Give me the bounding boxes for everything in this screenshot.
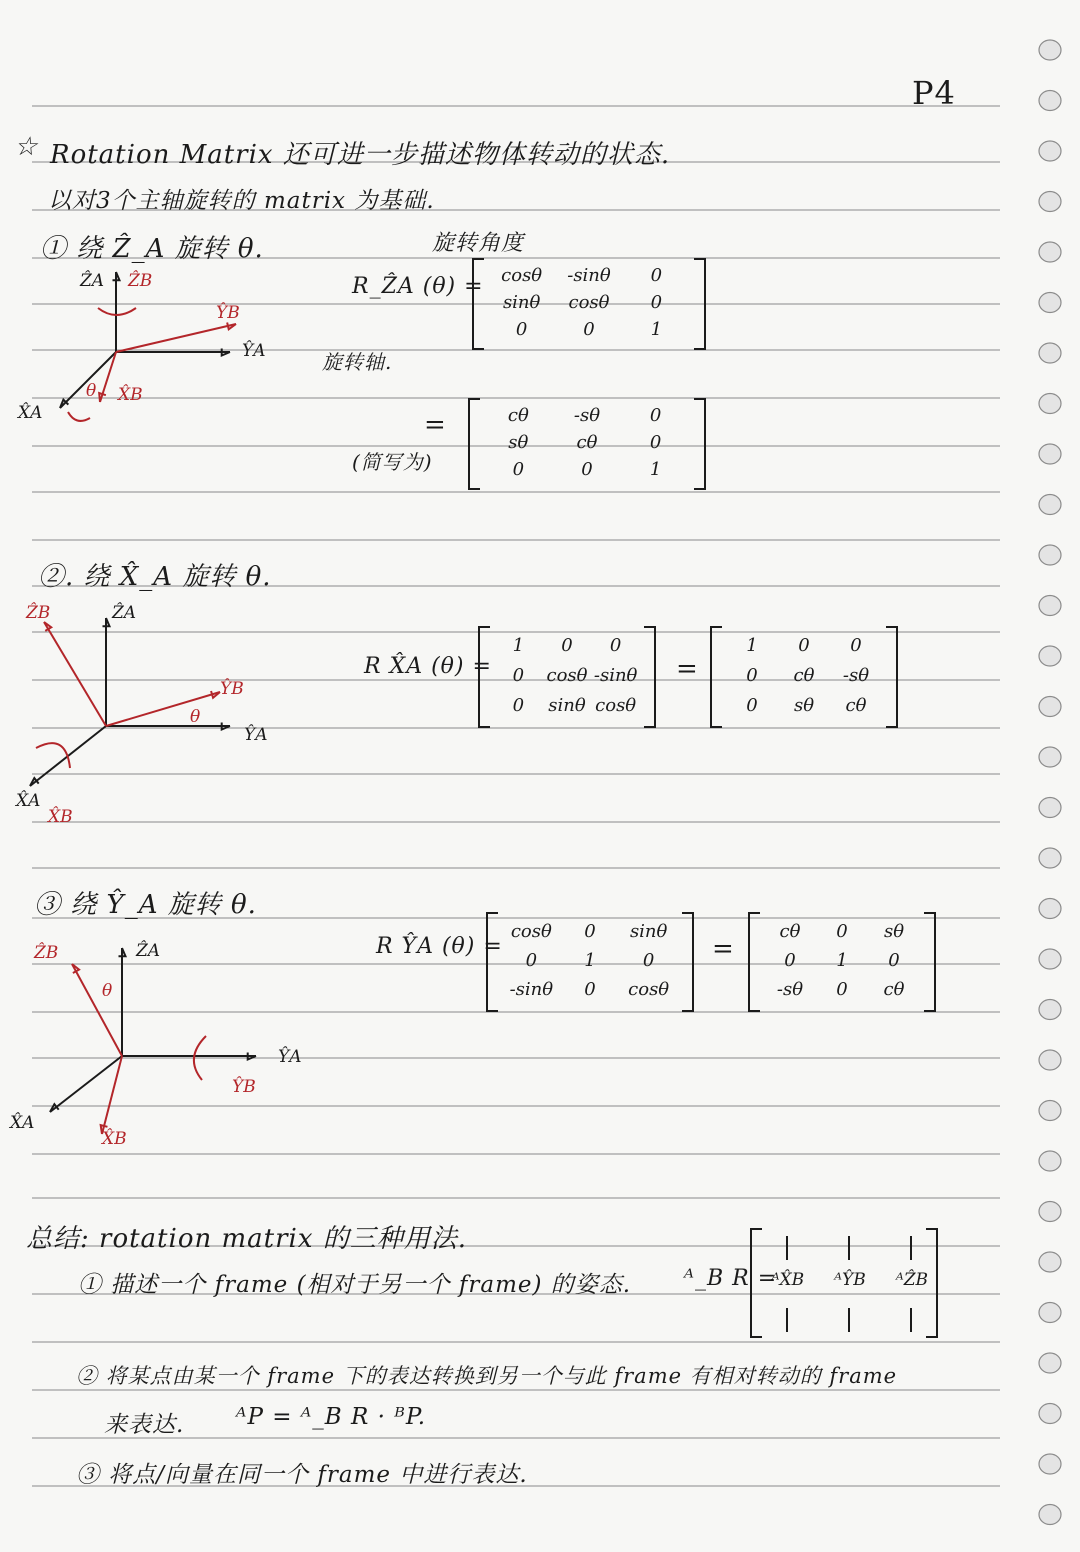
axis-zb xyxy=(72,964,122,1056)
matrix-cell: cθ xyxy=(779,920,801,942)
section3-matrix-full xyxy=(486,912,694,1012)
label-xb: X̂B xyxy=(118,385,143,405)
summary-item2-formula: ᴬP = ᴬ_B R · ᴮP. xyxy=(236,1404,427,1430)
section3-eq: = xyxy=(712,934,735,964)
spiral-hole-icon xyxy=(1039,1404,1061,1424)
section2-eq: = xyxy=(676,654,699,684)
column-vector-label: ᴬŶB xyxy=(834,1270,866,1290)
matrix-cell: 0 xyxy=(649,432,662,453)
spiral-hole-icon xyxy=(1039,192,1061,212)
spiral-hole-icon xyxy=(1039,646,1061,666)
spiral-hole-icon xyxy=(1039,1202,1061,1222)
matrix-cell: 0 xyxy=(836,979,848,1001)
spiral-hole-icon xyxy=(1039,1303,1061,1323)
matrix-cell: 0 xyxy=(642,950,655,971)
spiral-hole-icon xyxy=(1039,343,1061,363)
spiral-hole-icon xyxy=(1039,697,1061,717)
label-yb: ŶB xyxy=(232,1077,256,1097)
label-xb: X̂B xyxy=(48,807,73,827)
matrix-cell: 0 xyxy=(584,920,596,942)
matrix-cell: cθ xyxy=(507,405,529,427)
section2-matrix-full xyxy=(478,626,656,728)
matrix-bracket-right xyxy=(694,398,706,490)
label-yb: ŶB xyxy=(216,303,240,323)
matrix-cell: -sinθ xyxy=(509,979,554,1001)
spiral-hole-icon xyxy=(1039,1454,1061,1474)
matrix-cell: 0 xyxy=(609,635,622,656)
section3-matrix-short xyxy=(748,912,936,1012)
matrix-cell: sθ xyxy=(793,695,815,716)
spiral-hole-icon xyxy=(1039,798,1061,818)
label-theta: θ xyxy=(190,707,201,727)
section2-lhs: R X̂A (θ) = xyxy=(364,654,492,679)
matrix-cell: 0 xyxy=(525,950,538,971)
label-xa: X̂A xyxy=(18,403,43,423)
label-zb: ẐB xyxy=(34,943,59,963)
matrix-cell: cosθ xyxy=(510,920,552,942)
section1-lhs: R_ẐA (θ) = xyxy=(352,274,484,299)
matrix-cell: cθ xyxy=(576,432,598,453)
matrix-cell: 1 xyxy=(649,458,662,480)
spiral-hole-icon xyxy=(1039,444,1061,464)
matrix-cell: -sθ xyxy=(573,405,601,427)
axis-xb-head xyxy=(99,393,106,402)
matrix-cell: 1 xyxy=(512,635,525,656)
spiral-hole-icon xyxy=(1039,545,1061,565)
label-zb: ẐB xyxy=(26,603,51,623)
matrix-cell: 0 xyxy=(584,979,596,1001)
matrix-cell: cosθ xyxy=(595,695,637,716)
label-theta: θ xyxy=(102,981,113,1001)
summary-item3: ③ 将点/向量在同一个 frame 中进行表达. xyxy=(76,1462,528,1488)
label-ya: ŶA xyxy=(278,1047,302,1067)
matrix-cell: cθ xyxy=(845,695,867,716)
spiral-hole-icon xyxy=(1039,394,1061,414)
spiral-hole-icon xyxy=(1039,1101,1061,1121)
label-za: ẐA xyxy=(112,603,137,623)
spiral-hole-icon xyxy=(1039,40,1061,60)
matrix-cell: 0 xyxy=(784,950,796,971)
section1-eq: = xyxy=(424,410,447,440)
spiral-hole-icon xyxy=(1039,1151,1061,1171)
rotation-arrow-icon xyxy=(36,743,70,768)
spiral-hole-icon xyxy=(1039,1353,1061,1373)
section3-axes-diagram xyxy=(6,926,316,1156)
matrix-cell: sθ xyxy=(883,920,905,942)
matrix-cell: -sinθ xyxy=(567,265,611,287)
spiral-hole-icon xyxy=(1039,899,1061,919)
column-bar xyxy=(786,1236,788,1260)
label-za: ẐA xyxy=(80,271,105,291)
matrix-cell: -sinθ xyxy=(593,665,638,686)
summary-item2b: 来表达. xyxy=(104,1412,185,1438)
spiral-hole-icon xyxy=(1039,1252,1061,1272)
matrix-cell: -sθ xyxy=(842,665,870,686)
spiral-hole-icon xyxy=(1039,747,1061,767)
label-xa: X̂A xyxy=(16,791,41,811)
section2-axes-diagram xyxy=(10,590,290,830)
spiral-hole-icon xyxy=(1039,848,1061,868)
matrix-cell: 1 xyxy=(650,318,663,340)
axis-xb xyxy=(102,1056,122,1134)
spiral-hole-icon xyxy=(1039,949,1061,969)
matrix-cell: 0 xyxy=(512,458,525,480)
column-bar xyxy=(910,1308,912,1332)
spiral-hole-icon xyxy=(1039,596,1061,616)
annotation-angle: 旋转角度 xyxy=(432,231,525,256)
spiral-hole-icon xyxy=(1039,293,1061,313)
column-bar xyxy=(910,1236,912,1260)
matrix-cell: 0 xyxy=(512,695,525,716)
matrix-cell: cθ xyxy=(883,979,905,1001)
column-bar xyxy=(848,1308,850,1332)
spiral-hole-icon xyxy=(1039,141,1061,161)
matrix-cell: 0 xyxy=(798,635,810,656)
section2-matrix-short xyxy=(710,626,898,728)
title-line: Rotation Matrix 还可进一步描述物体转动的状态. xyxy=(50,140,671,170)
matrix-cell: 0 xyxy=(583,318,595,340)
label-xa: X̂A xyxy=(10,1113,35,1133)
column-vector-label: ᴬẐB xyxy=(895,1270,929,1290)
matrix-cell: 1 xyxy=(746,635,758,656)
matrix-cell: 0 xyxy=(581,458,593,480)
column-bar xyxy=(786,1308,788,1332)
rotation-arrow-icon xyxy=(68,412,90,421)
section1-axes-diagram xyxy=(10,250,300,440)
matrix-cell: 0 xyxy=(649,405,662,427)
section1-matrix-short xyxy=(468,398,706,490)
summary-heading: 总结: rotation matrix 的三种用法. xyxy=(26,1224,468,1254)
spiral-hole-icon xyxy=(1039,495,1061,515)
label-yb: ŶB xyxy=(220,679,244,699)
spiral-hole-icon xyxy=(1039,1505,1061,1525)
axis-yb xyxy=(116,324,236,352)
section2-heading: ②. 绕 X̂_A 旋转 θ. xyxy=(38,562,272,592)
label-zb: ẐB xyxy=(128,271,153,291)
rotation-arrow-icon xyxy=(194,1036,206,1080)
spiral-hole-icon xyxy=(1039,242,1061,262)
summary-item1-formula: ᴬ_B R = xyxy=(684,1266,778,1291)
matrix-cell: sθ xyxy=(508,432,529,453)
summary-item2: ② 将某点由某一个 frame 下的表达转换到另一个与此 frame 有相对转动的 frame xyxy=(76,1364,898,1388)
matrix-cell: 0 xyxy=(650,265,663,287)
spiral-hole-icon xyxy=(1039,1000,1061,1020)
label-theta: θ xyxy=(86,381,97,401)
matrix-cell: 0 xyxy=(561,635,573,656)
matrix-cell: 0 xyxy=(515,318,528,340)
matrix-cell: 0 xyxy=(746,665,758,686)
matrix-cell: cosθ xyxy=(501,265,543,287)
matrix-cell: -sθ xyxy=(776,979,804,1001)
matrix-cell: 0 xyxy=(512,665,525,686)
matrix-cell: cθ xyxy=(793,665,815,686)
matrix-cell: cosθ xyxy=(628,979,670,1001)
matrix-cell: 0 xyxy=(746,695,758,716)
spiral-hole-icon xyxy=(1039,91,1061,111)
label-ya: ŶA xyxy=(242,341,266,361)
section3-lhs: R ŶA (θ) = xyxy=(376,934,503,959)
matrix-cell: 0 xyxy=(850,635,862,656)
section1-heading: ① 绕 Ẑ_A 旋转 θ. xyxy=(40,234,264,264)
summary-item1: ① 描述一个 frame (相对于另一个 frame) 的姿态. xyxy=(78,1272,632,1298)
label-za: ẐA xyxy=(136,941,161,961)
spiral-hole-icon xyxy=(1039,1050,1061,1070)
matrix-cell: 0 xyxy=(888,950,900,971)
column-vector-label: ᴬX̂B xyxy=(771,1270,805,1290)
annotation-axis: 旋转轴. xyxy=(322,350,393,374)
subtitle-line: 以对3个主轴旋转的 matrix 为基础. xyxy=(48,188,435,214)
star-icon: ☆ xyxy=(14,132,39,162)
label-xb: X̂B xyxy=(102,1129,127,1149)
summary-column-matrix xyxy=(750,1228,938,1338)
axis-xa xyxy=(50,1056,122,1112)
matrix-cell: sinθ xyxy=(548,695,586,716)
matrix-cell: sinθ xyxy=(502,292,541,313)
matrix-cell: 0 xyxy=(836,920,848,942)
matrix-cell: 1 xyxy=(584,950,596,971)
column-bar xyxy=(848,1236,850,1260)
section3-heading: ③ 绕 Ŷ_A 旋转 θ. xyxy=(34,890,257,920)
matrix-cell: sinθ xyxy=(629,920,668,942)
page-number: P4 xyxy=(912,74,956,112)
matrix-cell: 0 xyxy=(650,292,663,313)
matrix-cell: cosθ xyxy=(546,665,588,686)
section1-short-note: (简写为) xyxy=(352,450,433,474)
matrix-cell: 1 xyxy=(836,950,848,971)
axis-yb xyxy=(106,692,220,726)
section1-matrix-full xyxy=(472,258,706,350)
label-ya: ŶA xyxy=(244,725,268,745)
matrix-cell: cosθ xyxy=(568,292,610,313)
axis-zb xyxy=(44,622,106,726)
